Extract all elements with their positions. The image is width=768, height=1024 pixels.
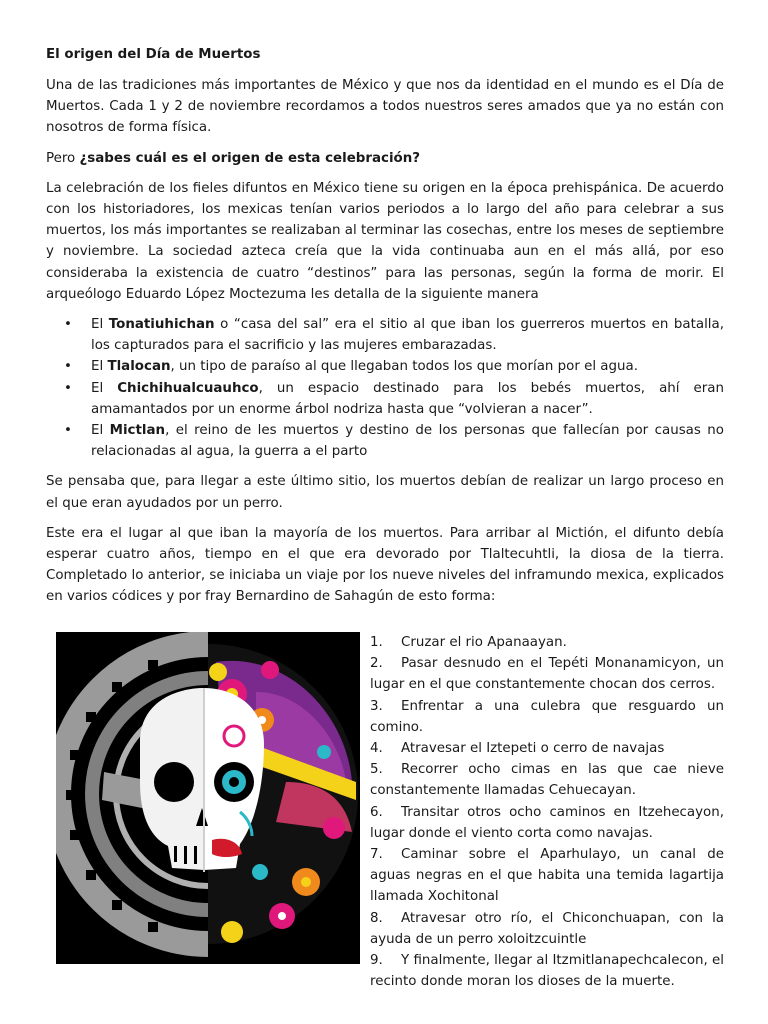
list-item: 8. Atravesar otro río, el Chiconchuapan, con la ayuda de un perro xoloitzcuintle bbox=[370, 910, 724, 947]
underworld-steps-list bbox=[370, 632, 724, 992]
journey-paragraph: Este era el lugar al que iban la mayoría de los muertos. Para arribar al Mictión, el difunto debía esperar cuatro años, tiempo en el que era devorado por Tlaltecuhtli, la diosa de la tierra. Completado lo anterior, se iniciaba un viaje por los nueve niveles del inframundo mexica, explicados en varios códices y por fray Bernardino de Sahagún de esto forma: bbox=[46, 525, 724, 605]
bullet-icon: • bbox=[64, 359, 72, 375]
document-title: El origen del Día de Muertos bbox=[46, 47, 261, 62]
list-item: • El Chichihualcuauhco, un espacio destinado para los bebés muertos, ahí eran amamantados por un enorme árbol nodriza hasta que “volvieran a nacer”. bbox=[46, 378, 724, 420]
question-bold: ¿sabes cuál es el origen de esta celebración? bbox=[79, 150, 421, 166]
list-item: • El Mictlan, el reino de les muertos y destino de los personas que fallecían por causas no relacionadas al agua, la guerra a el parto bbox=[46, 420, 724, 462]
question-prefix: Pero bbox=[46, 150, 80, 166]
list-item: 6. Transitar otros ocho caminos en Itzehecayon, lugar donde el viento corta como navajas. bbox=[370, 804, 724, 841]
origin-paragraph: La celebración de los fieles difuntos en México tiene su origen en la época prehispánica. De acuerdo con los historiadores, los mexicas tenían varios periodos a lo largo del año para celebrar a sus muertos, los más importantes se realizaban al terminar las cosechas, entre los meses de septiembre y noviembre. La sociedad azteca creía que la vida continuaba aun en el más allá, por eso consideraba la existencia de cuatro “destinos” para las personas, según la forma de morir. El arqueólogo Eduardo López Moctezuma les detalla de la siguiente manera bbox=[46, 180, 724, 302]
list-item: 4. Atravesar el Iztepeti o cerro de navajas bbox=[370, 741, 665, 757]
intro-paragraph: Una de las tradiciones más importantes de México y que nos da identidad en el mundo es el Día de Muertos. Cada 1 y 2 de noviembre recordamos a todos nuestros seres amados que ya no están con nosotros de forma física. bbox=[46, 78, 724, 136]
list-item: 3. Enfrentar a una culebra que resguardo un comino. bbox=[370, 698, 724, 735]
aztec-skull-illustration bbox=[56, 632, 360, 964]
list-item: 2. Pasar desnudo en el Tepéti Monanamicyon, un lugar en el que constantemente chocan dos cerros. bbox=[370, 656, 724, 693]
list-item: 1. Cruzar el rio Apanaayan. bbox=[370, 635, 567, 650]
list-item: 9. Y finalmente, llegar al Itzmitlanapechcalecon, el recinto donde moran los dioses de la muerte. bbox=[370, 953, 724, 990]
catrina-skull-image bbox=[56, 632, 360, 964]
bullet-icon: • bbox=[64, 380, 72, 396]
bullet-icon: • bbox=[64, 317, 72, 333]
dog-paragraph: Se pensaba que, para llegar a este último sitio, los muertos debían de realizar un largo proceso en el que eran ayudados por un perro. bbox=[46, 474, 724, 511]
bullet-icon: • bbox=[64, 423, 72, 439]
list-item: 7. Caminar sobre el Aparhulayo, un canal de aguas negras en el que habita una temida lagartija llamada Xochitonal bbox=[370, 847, 724, 905]
question-paragraph bbox=[46, 148, 724, 169]
destinations-list bbox=[46, 314, 724, 462]
list-item: 5. Recorrer ocho cimas en las que cae nieve constantemente llamadas Cehuecayan. bbox=[370, 762, 724, 799]
list-item: • El Tlalocan, un tipo de paraíso al que llegaban todos los que morían por el agua. bbox=[46, 356, 724, 377]
list-item: • El Tonatiuhichan o “casa del sal” era el sitio al que iban los guerreros muertos en batalla, los capturados para el sacrificio y las mujeres embarazadas. bbox=[46, 314, 724, 356]
